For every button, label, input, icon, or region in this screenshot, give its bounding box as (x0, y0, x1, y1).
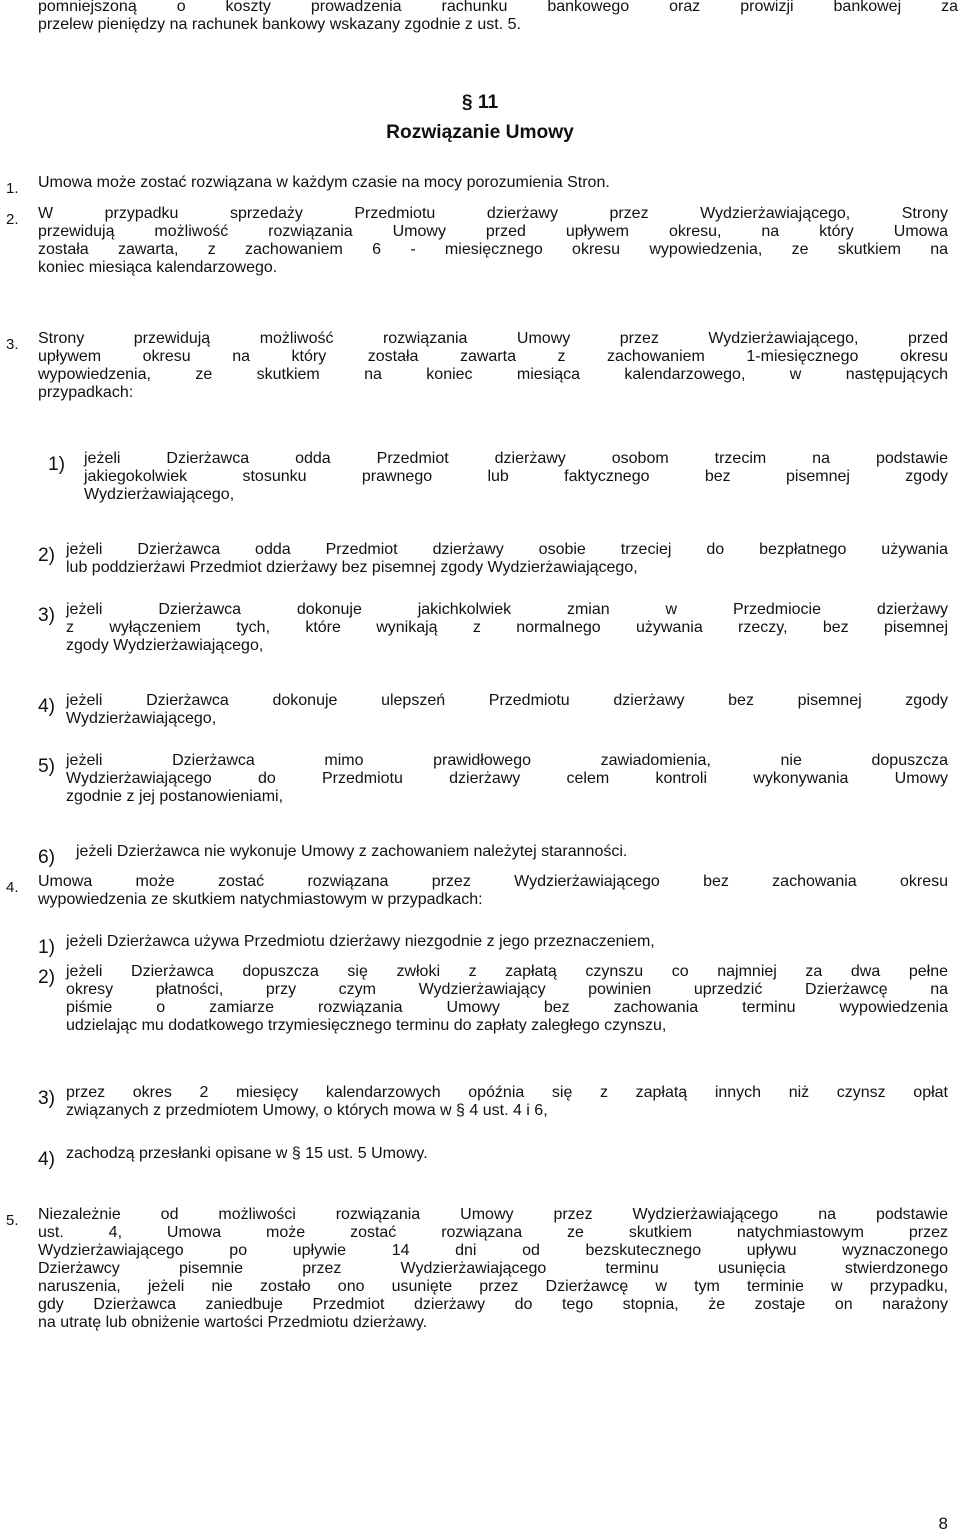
text-line: zgodnie z jej postanowieniami, (66, 788, 284, 805)
list-item (66, 1084, 948, 1120)
text-line: jeżeli Dzierżawca odda Przedmiot dzierżawy osobie trzeciej do bezpłatnego używania (66, 541, 948, 558)
text-line: zgody Wydzierżawiającego, (66, 637, 264, 654)
paragraph-number: 3. (6, 336, 19, 353)
paragraph-number: 5. (6, 1212, 19, 1229)
text-line: ust. 4, Umowa może zostać rozwiązana ze skutkiem natychmiastowym przez (38, 1224, 948, 1241)
paragraph-4 (38, 873, 948, 909)
text-line: upływem okresu na który została zawarta z zachowaniem 1-miesięcznego okresu (38, 348, 948, 365)
text-line: z wyłączeniem tych, które wynikają z normalnego używania rzeczy, bez pisemnej (66, 619, 948, 636)
list-item-number: 3) (38, 1088, 56, 1109)
text-line: pomniejszoną o koszty prowadzenia rachunku bankowego oraz prowizji bankowej za (38, 0, 958, 15)
text-line: Dzierżawcy pisemnie przez Wydzierżawiającego terminu usunięcia stwierdzonego (38, 1260, 948, 1277)
text-line: została zawarta, z zachowaniem 6 - miesięcznego okresu wypowiedzenia, ze skutkiem na (38, 241, 948, 258)
text-line: udzielając mu dodatkowego trzymiesięcznego terminu do zapłaty zaległego czynszu, (66, 1017, 667, 1034)
list-item (84, 450, 948, 504)
text-line: Niezależnie od możliwości rozwiązania Umowy przez Wydzierżawiającego na podstawie (38, 1206, 948, 1223)
text-line: przewidują możliwość rozwiązania Umowy przed upływem okresu, na który Umowa (38, 223, 948, 240)
list-item-number: 1) (48, 454, 66, 475)
paragraph-2 (38, 205, 948, 277)
text-line: jeżeli Dzierżawca dokonuje jakichkolwiek zmian w Przedmiocie dzierżawy (66, 601, 948, 618)
list-item (66, 963, 948, 1035)
text-line: przez okres 2 miesięcy kalendarzowych opóźnia się z zapłatą innych niż czynsz opłat (66, 1084, 948, 1101)
text-line: okresy płatności, przy czym Wydzierżawiający powinien uprzedzić Dzierżawcę na (66, 981, 948, 998)
text-line: lub poddzierżawi Przedmiot dzierżawy bez pisemnej zgody Wydzierżawiającego, (66, 559, 638, 576)
list-item (66, 541, 948, 577)
paragraph-number: 1. (6, 180, 19, 197)
text-line: Umowa może zostać rozwiązana w każdym czasie na mocy porozumienia Stron. (38, 174, 610, 191)
text-line: Wydzierżawiającego do Przedmiotu dzierżawy celem kontroli wykonywania Umowy (66, 770, 948, 787)
list-item (66, 692, 948, 728)
text-line: Umowa może zostać rozwiązana przez Wydzierżawiającego bez zachowania okresu (38, 873, 948, 890)
list-item (66, 752, 948, 806)
section-title: Rozwiązanie Umowy (386, 122, 574, 143)
text-line: piśmie o zamiarze rozwiązania Umowy bez zachowania terminu wypowiedzenia (66, 999, 948, 1016)
list-item-number: 6) (38, 847, 56, 868)
text-line: Wydzierżawiającego po upływie 14 dni od bezskutecznego upływu wyznaczonego (38, 1242, 948, 1259)
paragraph-number: 4. (6, 879, 19, 896)
text-line: gdy Dzierżawca zaniedbuje Przedmiot dzierżawy do tego stopnia, że zostaje on narażony (38, 1296, 948, 1313)
text-line: naruszenia, jeżeli nie zostało ono usunięte przez Dzierżawcę w tym terminie w przypadku, (38, 1278, 948, 1295)
text-line: przelew pieniędzy na rachunek bankowy wskazany zgodnie z ust. 5. (38, 16, 521, 33)
text-line: W przypadku sprzedaży Przedmiotu dzierżawy przez Wydzierżawiającego, Strony (38, 205, 948, 222)
text-line: jeżeli Dzierżawca używa Przedmiotu dzierżawy niezgodnie z jego przeznaczeniem, (66, 933, 655, 950)
intro-paragraph (38, 0, 958, 34)
text-line: Strony przewidują możliwość rozwiązania Umowy przez Wydzierżawiającego, przed (38, 330, 948, 347)
text-line: Wydzierżawiającego, (84, 486, 235, 503)
text-line: związanych z przedmiotem Umowy, o których mowa w § 4 ust. 4 i 6, (66, 1102, 548, 1119)
text-line: koniec miesiąca kalendarzowego. (38, 259, 278, 276)
text-line: wypowiedzenia, ze skutkiem na koniec miesiąca kalendarzowego, w następujących (38, 366, 948, 383)
text-line: jeżeli Dzierżawca dopuszcza się zwłoki z zapłatą czynszu co najmniej za dwa pełne (66, 963, 948, 980)
text-line: jeżeli Dzierżawca mimo prawidłowego zawiadomienia, nie dopuszcza (66, 752, 948, 769)
list-item-number: 4) (38, 696, 56, 717)
paragraph-number: 2. (6, 211, 19, 228)
text-line: jeżeli Dzierżawca nie wykonuje Umowy z zachowaniem należytej staranności. (76, 843, 628, 860)
list-item (66, 601, 948, 655)
list-item-number: 1) (38, 937, 56, 958)
paragraph-3 (38, 330, 948, 402)
text-line: jakiegokolwiek stosunku prawnego lub faktycznego bez pisemnej zgody (84, 468, 948, 485)
text-line: przypadkach: (38, 384, 134, 401)
text-line: zachodzą przesłanki opisane w § 15 ust. 5 Umowy. (66, 1145, 428, 1162)
text-line: Wydzierżawiającego, (66, 710, 217, 727)
list-item (66, 1145, 948, 1163)
list-item-number: 3) (38, 605, 56, 626)
paragraph-5 (38, 1206, 948, 1332)
list-item-number: 5) (38, 756, 56, 777)
list-item-number: 2) (38, 967, 56, 988)
text-line: na utratę lub obniżenie wartości Przedmiotu dzierżawy. (38, 1314, 428, 1331)
list-item-number: 2) (38, 545, 56, 566)
list-item (66, 933, 948, 951)
text-line: wypowiedzenia ze skutkiem natychmiastowym w przypadkach: (38, 891, 483, 908)
text-line: jeżeli Dzierżawca dokonuje ulepszeń Przedmiotu dzierżawy bez pisemnej zgody (66, 692, 948, 709)
text-line: jeżeli Dzierżawca odda Przedmiot dzierżawy osobom trzecim na podstawie (84, 450, 948, 467)
page-number: 8 (938, 1514, 948, 1533)
section-number: § 11 (461, 92, 499, 113)
paragraph-1 (38, 174, 918, 192)
list-item (76, 843, 948, 861)
list-item-number: 4) (38, 1149, 56, 1170)
